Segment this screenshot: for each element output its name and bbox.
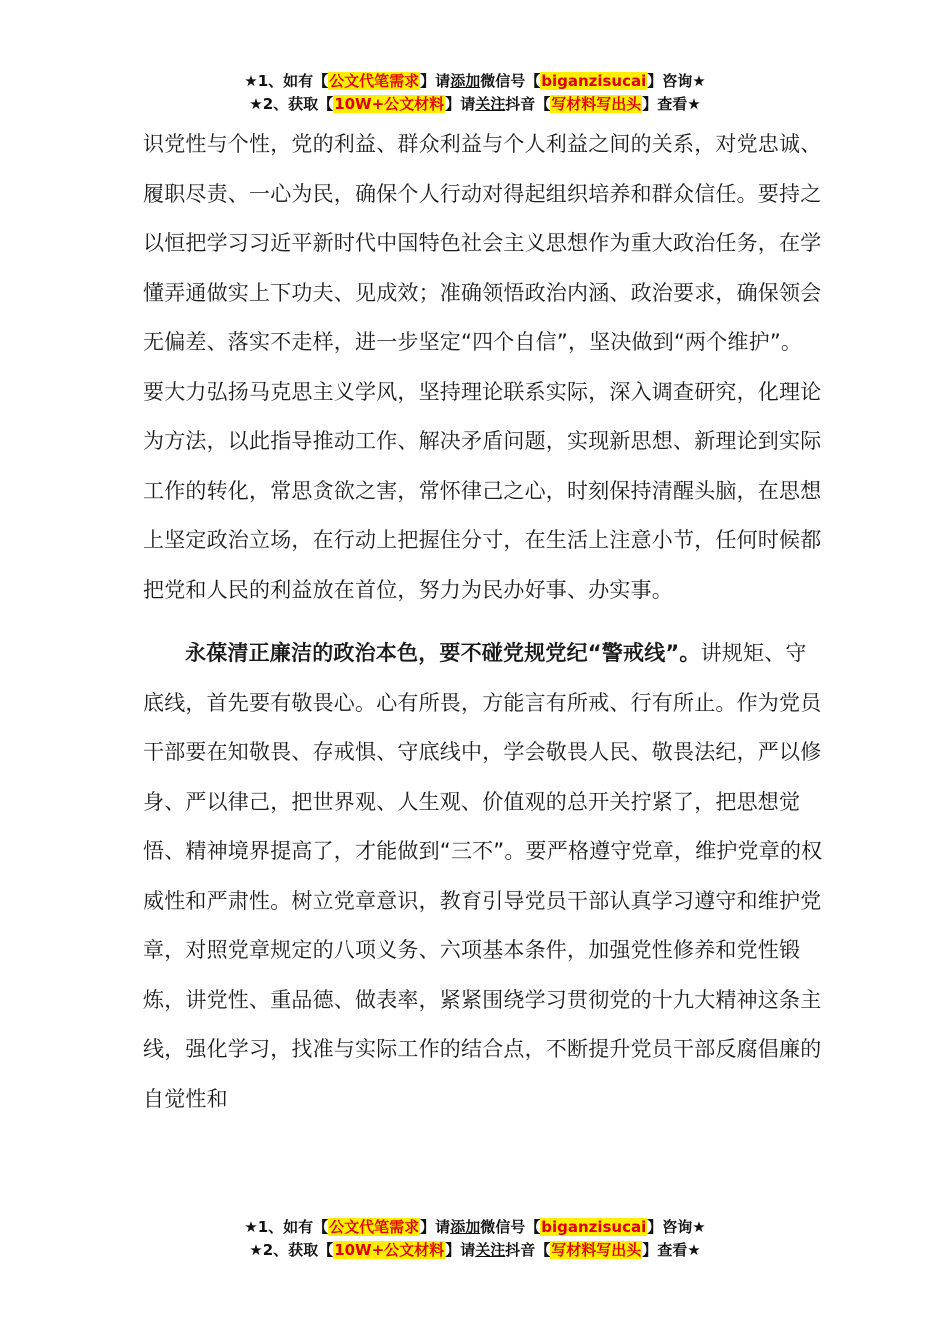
banner-text: 】咨询★: [647, 1218, 706, 1236]
banner-text: ★1、如有【: [244, 72, 329, 90]
highlight-douyin: 写材料写出头: [551, 1241, 642, 1259]
banner-text: 】请: [420, 72, 451, 90]
paragraph-lead: 永葆清正廉洁的政治本色，要不碰党规党纪“警戒线”。: [185, 641, 701, 665]
banner-text: 抖音【: [505, 1241, 551, 1259]
banner-line-1: [0, 70, 950, 93]
banner-underline-text: 添加: [450, 1218, 481, 1236]
banner-line-2: [0, 93, 950, 116]
banner-text: ★2、获取【: [249, 1241, 334, 1259]
banner-text: 】查看★: [642, 1241, 701, 1259]
paragraph-text: 讲规矩、守底线，首先要有敬畏心。心有所畏，方能言有所戒、行有所止。作为党员干部要在知敬畏、存戒惧、守底线中，学会敬畏人民、敬畏法纪，严以修身、严以律己，把世界观、人生观、价值观的总开关拧紧了，把思想觉悟、精神境界提高了，才能做到“三不”。要严格遵守党章，维护党章的权威性和严肃性。树立党章意识，教育引导党员干部认真学习遵守和维护党章，对照党章规定的八项义务、六项基本条件，加强党性修养和党性锻炼，讲党性、重品德、做表率，紧紧围绕学习贯彻党的十九大精神这条主线，强化学习，找准与实际工作的结合点，不断提升党员干部反腐倡廉的自觉性和: [143, 641, 823, 1111]
banner-text: 】查看★: [642, 95, 701, 113]
bottom-banner: [0, 1216, 950, 1262]
banner-text: 抖音【: [505, 95, 551, 113]
banner-text: ★1、如有【: [244, 1218, 329, 1236]
paragraph-2: [143, 629, 823, 1124]
banner-line-2: [0, 1239, 950, 1262]
banner-text: 微信号【: [480, 72, 541, 90]
banner-underline-text: 添加: [450, 72, 481, 90]
highlight-douyin: 写材料写出头: [551, 95, 642, 113]
highlight-service: 公文代笔需求: [329, 1218, 420, 1236]
banner-underline-text: 关注: [475, 95, 506, 113]
top-banner: [0, 70, 950, 116]
banner-text: ★2、获取【: [249, 95, 334, 113]
highlight-service: 公文代笔需求: [329, 72, 420, 90]
banner-text: 】咨询★: [647, 72, 706, 90]
document-body: [143, 120, 823, 1124]
banner-underline-text: 关注: [475, 1241, 506, 1259]
highlight-materials: 10W+公文材料: [334, 95, 445, 113]
banner-text: 微信号【: [480, 1218, 541, 1236]
highlight-wechat-id: biganzisucai: [541, 1218, 647, 1236]
paragraph-text: 识党性与个性，党的利益、群众利益与个人利益之间的关系，对党忠诚、履职尽责、一心为民，确保个人行动对得起组织培养和群众信任。要持之以恒把学习习近平新时代中国特色社会主义思想作为重大政治任务，在学懂弄通做实上下功夫、见成效；准确领悟政治内涵、政治要求，确保领会无偏差、落实不走样，进一步坚定“四个自信”，坚决做到“两个维护”。要大力弘扬马克思主义学风，坚持理论联系实际，深入调查研究，化理论为方法，以此指导推动工作、解决矛盾问题，实现新思想、新理论到实际工作的转化，常思贪欲之害，常怀律己之心，时刻保持清醒头脑，在思想上坚定政治立场，在行动上把握住分寸，在生活上注意小节，任何时候都把党和人民的利益放在首位，努力为民办好事、办实事。: [143, 132, 822, 602]
highlight-wechat-id: biganzisucai: [541, 72, 647, 90]
paragraph-1: [143, 120, 823, 615]
banner-text: 】请: [445, 1241, 476, 1259]
banner-line-1: [0, 1216, 950, 1239]
banner-text: 】请: [445, 95, 476, 113]
banner-text: 】请: [420, 1218, 451, 1236]
highlight-materials: 10W+公文材料: [334, 1241, 445, 1259]
